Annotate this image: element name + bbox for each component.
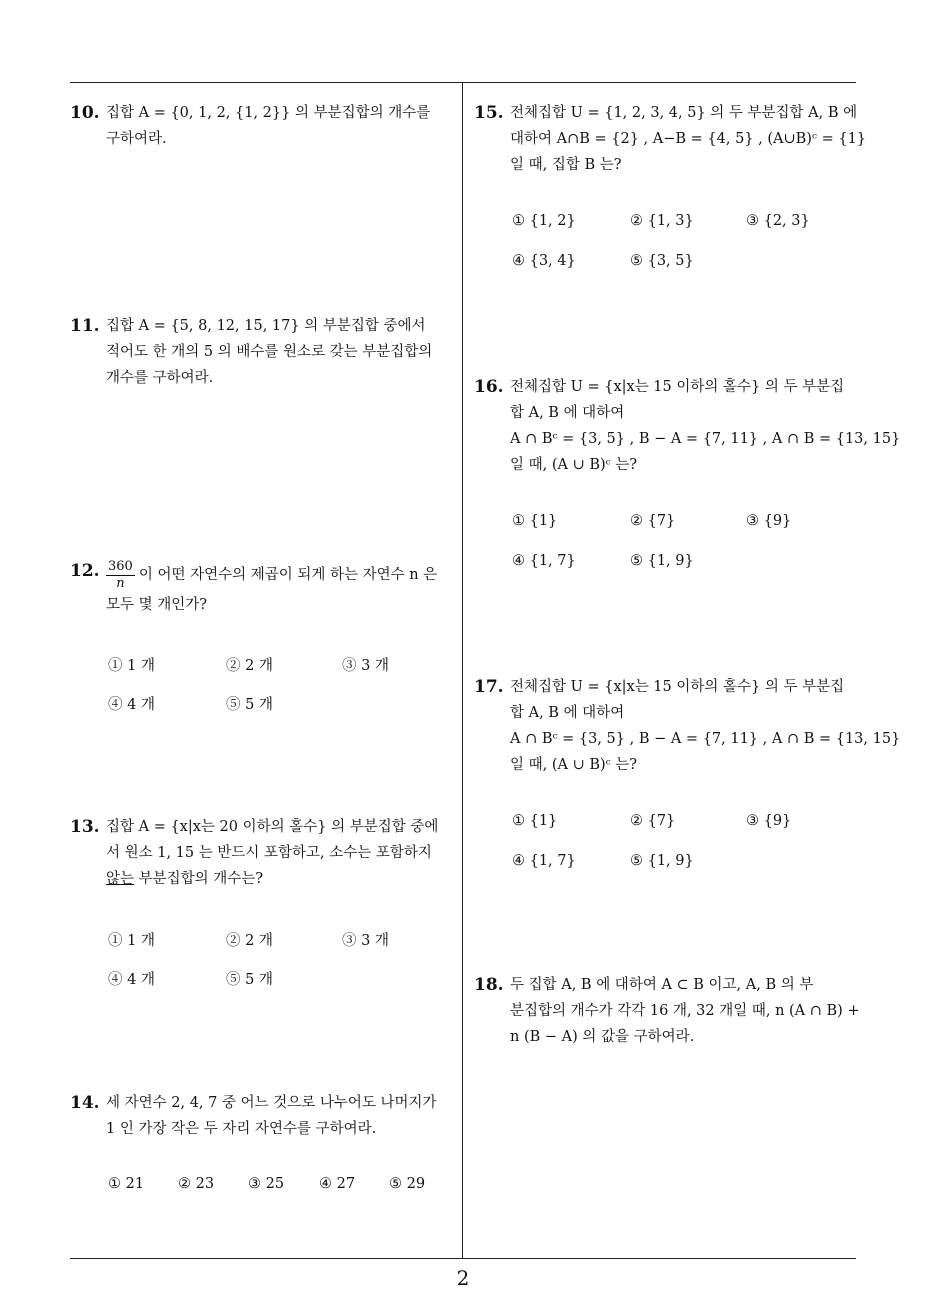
question-text: 부분집합의 개수는? (134, 871, 264, 887)
bottom-rule (70, 1258, 856, 1259)
question-text: 일 때, (A ∪ B)ᶜ 는? (510, 757, 638, 773)
question-text: 전체집합 U = {1, 2, 3, 4, 5} 의 두 부분집합 A, B 에 (510, 105, 858, 121)
question-text: 전체집합 U = {x|x는 15 이하의 홀수} 의 두 부분집 (510, 379, 845, 395)
choice-1[interactable]: ① {1} (512, 813, 558, 829)
question-text: 분집합의 개수가 각각 16 개, 32 개일 때, n (A ∩ B) + (510, 1003, 860, 1019)
choice-2[interactable]: ② {1, 3} (630, 213, 694, 229)
choice-1[interactable]: ① 1 개 (108, 933, 155, 949)
page-number: 2 (456, 1266, 470, 1290)
choice-1[interactable]: ① {1} (512, 513, 558, 529)
question-text: 전체집합 U = {x|x는 15 이하의 홀수} 의 두 부분집 (510, 679, 845, 695)
question-text: A ∩ Bᶜ = {3, 5} , B − A = {7, 11} , A ∩ B = {13, 15} (510, 731, 901, 747)
underlined-word: 않는 (106, 871, 135, 887)
choice-4[interactable]: ④ {1, 7} (512, 553, 576, 569)
choice-3[interactable]: ③ {2, 3} (746, 213, 810, 229)
choice-2[interactable]: ② {7} (630, 513, 676, 529)
question-18 (474, 972, 860, 1050)
question-text: 세 자연수 2, 4, 7 중 어느 것으로 나누어도 나머지가 (106, 1095, 437, 1111)
question-12 (70, 558, 437, 618)
choice-4[interactable]: ④ {1, 7} (512, 853, 576, 869)
question-number: 10. (70, 103, 100, 123)
question-text: 모두 몇 개인가? (106, 597, 208, 613)
choice-3[interactable]: ③ {9} (746, 513, 792, 529)
question-text: 서 원소 1, 15 는 반드시 포함하고, 소수는 포함하지 (106, 845, 432, 861)
question-17 (474, 674, 900, 778)
choice-4[interactable]: ④ 4 개 (108, 972, 155, 988)
fraction-denominator: n (116, 575, 125, 591)
fraction (106, 559, 135, 592)
question-text: 대하여 A∩B = {2} , A−B = {4, 5} , (A∪B)ᶜ = {1} (510, 131, 867, 147)
choice-4[interactable]: ④ {3, 4} (512, 253, 576, 269)
choice-5[interactable]: ⑤ 29 (389, 1176, 426, 1192)
question-text: 집합 A = {0, 1, 2, {1, 2}} 의 부분집합의 개수를 (106, 105, 431, 121)
choice-4[interactable]: ④ 4 개 (108, 697, 155, 713)
question-text: 1 인 가장 작은 두 자리 자연수를 구하여라. (106, 1121, 377, 1137)
question-number: 18. (474, 975, 504, 995)
choice-5[interactable]: ⑤ 5 개 (226, 697, 273, 713)
choice-5[interactable]: ⑤ {1, 9} (630, 853, 694, 869)
question-16 (474, 374, 900, 478)
question-number: 13. (70, 817, 100, 837)
question-text: 개수를 구하여라. (106, 370, 214, 386)
question-text: n (B − A) 의 값을 구하여라. (510, 1029, 695, 1045)
question-text: 적어도 한 개의 5 의 배수를 원소로 갖는 부분집합의 (106, 344, 433, 360)
question-text: 구하여라. (106, 131, 167, 147)
question-text: 일 때, (A ∪ B)ᶜ 는? (510, 457, 638, 473)
choice-1[interactable]: ① {1, 2} (512, 213, 576, 229)
choice-3[interactable]: ③ 25 (248, 1176, 285, 1192)
question-13 (70, 814, 438, 892)
question-14 (70, 1090, 437, 1142)
question-text: 일 때, 집합 B 는? (510, 157, 622, 173)
question-text: A ∩ Bᶜ = {3, 5} , B − A = {7, 11} , A ∩ B = {13, 15} (510, 431, 901, 447)
choice-4[interactable]: ④ 27 (319, 1176, 356, 1192)
choice-2[interactable]: ② {7} (630, 813, 676, 829)
choice-2[interactable]: ② 2 개 (226, 933, 273, 949)
choice-2[interactable]: ② 23 (178, 1176, 215, 1192)
question-number: 16. (474, 377, 504, 397)
question-text: 합 A, B 에 대하여 (510, 405, 625, 421)
question-number: 15. (474, 103, 504, 123)
choice-1[interactable]: ① 1 개 (108, 658, 155, 674)
question-text: 집합 A = {5, 8, 12, 15, 17} 의 부분집합 중에서 (106, 318, 426, 334)
question-number: 11. (70, 316, 100, 336)
choice-1[interactable]: ① 21 (108, 1176, 145, 1192)
column-divider (462, 83, 463, 1258)
choice-2[interactable]: ② 2 개 (226, 658, 273, 674)
question-text: 이 어떤 자연수의 제곱이 되게 하는 자연수 n 은 (138, 567, 438, 583)
question-text: 집합 A = {x|x는 20 이하의 홀수} 의 부분집합 중에 (106, 819, 439, 835)
question-text: 두 집합 A, B 에 대하여 A ⊂ B 이고, A, B 의 부 (510, 977, 814, 993)
choice-3[interactable]: ③ {9} (746, 813, 792, 829)
question-10 (70, 100, 430, 152)
choice-3[interactable]: ③ 3 개 (342, 933, 389, 949)
question-11 (70, 313, 432, 391)
choice-5[interactable]: ⑤ {1, 9} (630, 553, 694, 569)
choice-3[interactable]: ③ 3 개 (342, 658, 389, 674)
question-text: 합 A, B 에 대하여 (510, 705, 625, 721)
top-rule (70, 82, 856, 83)
question-number: 12. (70, 561, 100, 581)
question-number: 17. (474, 677, 504, 697)
choice-5[interactable]: ⑤ 5 개 (226, 972, 273, 988)
fraction-numerator: 360 (108, 558, 133, 574)
choice-5[interactable]: ⑤ {3, 5} (630, 253, 694, 269)
question-15 (474, 100, 866, 178)
question-number: 14. (70, 1093, 100, 1113)
